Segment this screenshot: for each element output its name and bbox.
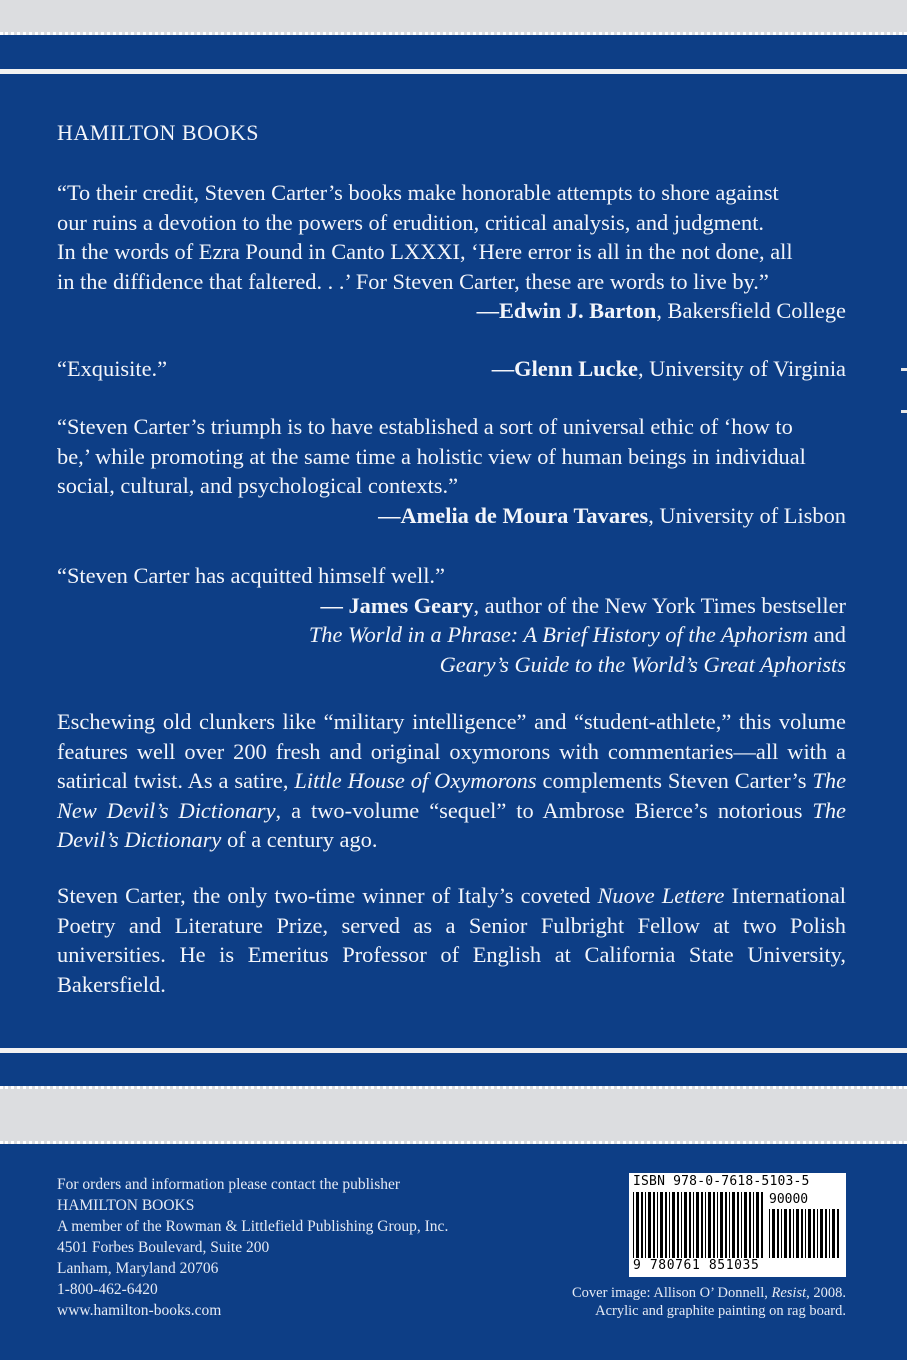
artwork-title: Resist: [771, 1285, 807, 1301]
blurb-quote: “Steven Carter has acquitted himself well.”: [57, 563, 445, 588]
blurb-barton: [57, 178, 846, 326]
barcode-bars: [633, 1192, 765, 1258]
barcode-stripe: [720, 1192, 723, 1258]
blurb-author: —Glenn Lucke: [491, 356, 638, 381]
contact-line: For orders and information please contact the publisher: [57, 1176, 401, 1193]
edge-tick-mark: [901, 368, 907, 371]
barcode-stripe: [717, 1192, 718, 1258]
blurb-affiliation: , Bakersfield College: [656, 298, 846, 323]
isbn-barcode: [629, 1173, 846, 1277]
barcode-stripe: [636, 1192, 639, 1258]
barcode-stripe: [781, 1209, 782, 1258]
blurb-book-line: [57, 620, 846, 650]
blurb-author: — James Geary: [320, 592, 474, 618]
blurb-line: social, cultural, and psychological contexts.”: [57, 473, 459, 498]
barcode-stripe: [829, 1209, 830, 1258]
contact-line: Lanham, Maryland 20706: [57, 1260, 219, 1277]
barcode-stripe: [796, 1209, 799, 1258]
description-title: The Devil’s Dictionary: [57, 797, 846, 852]
conjunction: and: [808, 622, 846, 647]
blurb-line: “Steven Carter’s triumph is to have established a sort of universal ethic of ‘how to: [57, 414, 793, 439]
edge-tick-mark: [901, 410, 907, 413]
blurb-affiliation: , author of the New York Times bestseller: [473, 592, 846, 618]
contact-website: www.hamilton-books.com: [57, 1302, 222, 1319]
barcode-stripe: [705, 1192, 706, 1258]
barcode-stripe: [701, 1192, 703, 1258]
barcode-stripe: [820, 1209, 823, 1258]
blurb-tavares: [57, 412, 846, 530]
middle-border-band: [0, 1086, 907, 1144]
blurb-attribution: [57, 501, 846, 531]
description-text: of a century ago.: [221, 827, 378, 852]
blurb-lucke: [57, 354, 846, 384]
barcode-stripe: [729, 1192, 730, 1258]
barcode-stripe: [653, 1192, 655, 1258]
barcode-stripe: [772, 1209, 775, 1258]
book-description: [57, 707, 846, 855]
bottom-divider-rule: [0, 1048, 907, 1053]
barcode-stripe: [808, 1209, 811, 1258]
blurb-line: be,’ while promoting at the same time a holistic view of human beings in individual: [57, 443, 806, 469]
blurb-affiliation: , University of Virginia: [637, 356, 846, 381]
book-title: Geary’s Guide to the World’s Great Aphorists: [439, 651, 846, 677]
book-title: The World in a Phrase: A Brief History of the Aphorism: [308, 622, 809, 647]
top-divider-rule: [0, 69, 907, 74]
barcode-stripe: [696, 1192, 699, 1258]
price-code: 90000: [769, 1192, 809, 1207]
barcode-stripe: [769, 1209, 770, 1258]
contact-line: HAMILTON BOOKS: [57, 1197, 195, 1214]
author-bio: [57, 881, 846, 999]
barcode-stripe: [660, 1192, 663, 1258]
top-border-band: [0, 0, 907, 35]
description-text: complements Steven Carter’s: [536, 768, 813, 793]
blurb-line: our ruins a devotion to the powers of erudition, critical analysis, and judgment.: [57, 209, 765, 235]
barcode-stripe: [753, 1192, 754, 1258]
ean-digits: 9 780761 851035: [633, 1258, 760, 1273]
barcode-stripe: [741, 1192, 742, 1258]
barcode-stripe: [672, 1192, 675, 1258]
blurb-line: in the diffidence that faltered. . .’ For Steven Carter, these are words to live by.”: [57, 268, 769, 294]
barcode-stripe: [777, 1209, 779, 1258]
description-text: Eschewing old clunkers like “military intelligence” and “student-athlete,” this volume features well over 200 fresh and original oxymorons with commentaries—all with a satirical twist. As a satire,: [57, 709, 846, 793]
barcode-stripe: [744, 1192, 747, 1258]
barcode-stripe: [832, 1209, 835, 1258]
blurb-attribution: [492, 354, 846, 384]
bio-text: Steven Carter, the only two-time winner of Italy’s coveted: [57, 883, 598, 908]
contact-line: A member of the Rowman & Littlefield Publishing Group, Inc.: [57, 1218, 449, 1235]
blurb-author: —Edwin J. Barton: [476, 298, 657, 323]
barcode-stripe: [669, 1192, 670, 1258]
blurb-author: —Amelia de Moura Tavares: [378, 502, 649, 528]
barcode-stripe: [749, 1192, 751, 1258]
barcode-stripe: [684, 1192, 687, 1258]
barcode-stripe: [641, 1192, 643, 1258]
blurb-geary: [57, 561, 846, 679]
blurb-attribution: [57, 591, 846, 621]
bio-text: International Poetry and Literature Prize, served as a Senior Fulbright Fellow at two Polish universities. He is Emeritus Professor of English at California State University, Bakersfield.: [57, 883, 846, 997]
barcode-stripe: [657, 1192, 658, 1258]
barcode-stripe: [784, 1209, 787, 1258]
barcode-stripe: [825, 1209, 827, 1258]
barcode-stripe: [732, 1192, 735, 1258]
barcode-stripe: [665, 1192, 667, 1258]
publisher-header: HAMILTON BOOKS: [57, 120, 259, 145]
blurb-affiliation: , University of Lisbon: [648, 502, 846, 528]
barcode-stripe: [761, 1192, 763, 1258]
barcode-stripe: [793, 1209, 794, 1258]
credit-medium: Acrylic and graphite painting on rag board.: [595, 1303, 846, 1319]
description-text: , a two-volume “sequel” to Ambrose Bierce’s notorious: [275, 797, 813, 823]
barcode-stripe: [681, 1192, 682, 1258]
description-title: The New Devil’s Dictionary: [57, 768, 847, 823]
barcode-stripe: [693, 1192, 694, 1258]
barcode-stripe: [633, 1192, 634, 1258]
credit-text: , 2008.: [806, 1285, 846, 1301]
barcode-stripe: [689, 1192, 691, 1258]
barcode-stripe: [837, 1209, 839, 1258]
blurb-line: In the words of Ezra Pound in Canto LXXXI, ‘Here error is all in the not done, all: [57, 239, 793, 264]
barcode-stripe: [801, 1209, 803, 1258]
credit-text: Cover image: Allison O’ Donnell,: [572, 1285, 772, 1301]
barcode-stripe: [648, 1192, 651, 1258]
description-title: Little House of Oxymorons: [294, 768, 537, 793]
barcode-stripe: [805, 1209, 806, 1258]
contact-line: 4501 Forbes Boulevard, Suite 200: [57, 1239, 270, 1256]
barcode-stripe: [713, 1192, 715, 1258]
barcode-stripe: [677, 1192, 679, 1258]
bio-title: Nuove Lettere: [597, 883, 725, 908]
contact-line: 1-800-462-6420: [57, 1281, 158, 1298]
barcode-stripe: [756, 1192, 759, 1258]
blurb-attribution: [57, 296, 846, 326]
barcode-stripe: [708, 1192, 711, 1258]
barcode-stripe: [725, 1192, 727, 1258]
publisher-contact: [57, 1174, 448, 1321]
barcode-stripe: [645, 1192, 646, 1258]
isbn-label: ISBN 978-0-7618-5103-5: [633, 1174, 810, 1189]
barcode-stripe: [737, 1192, 739, 1258]
blurb-quote: “Exquisite.”: [57, 356, 168, 381]
price-barcode-bars: [769, 1209, 841, 1258]
blurb-line: “To their credit, Steven Carter’s books make honorable attempts to shore against: [57, 180, 779, 205]
barcode-stripe: [817, 1209, 818, 1258]
cover-credit: [572, 1284, 846, 1320]
barcode-stripe: [789, 1209, 791, 1258]
barcode-stripe: [813, 1209, 815, 1258]
